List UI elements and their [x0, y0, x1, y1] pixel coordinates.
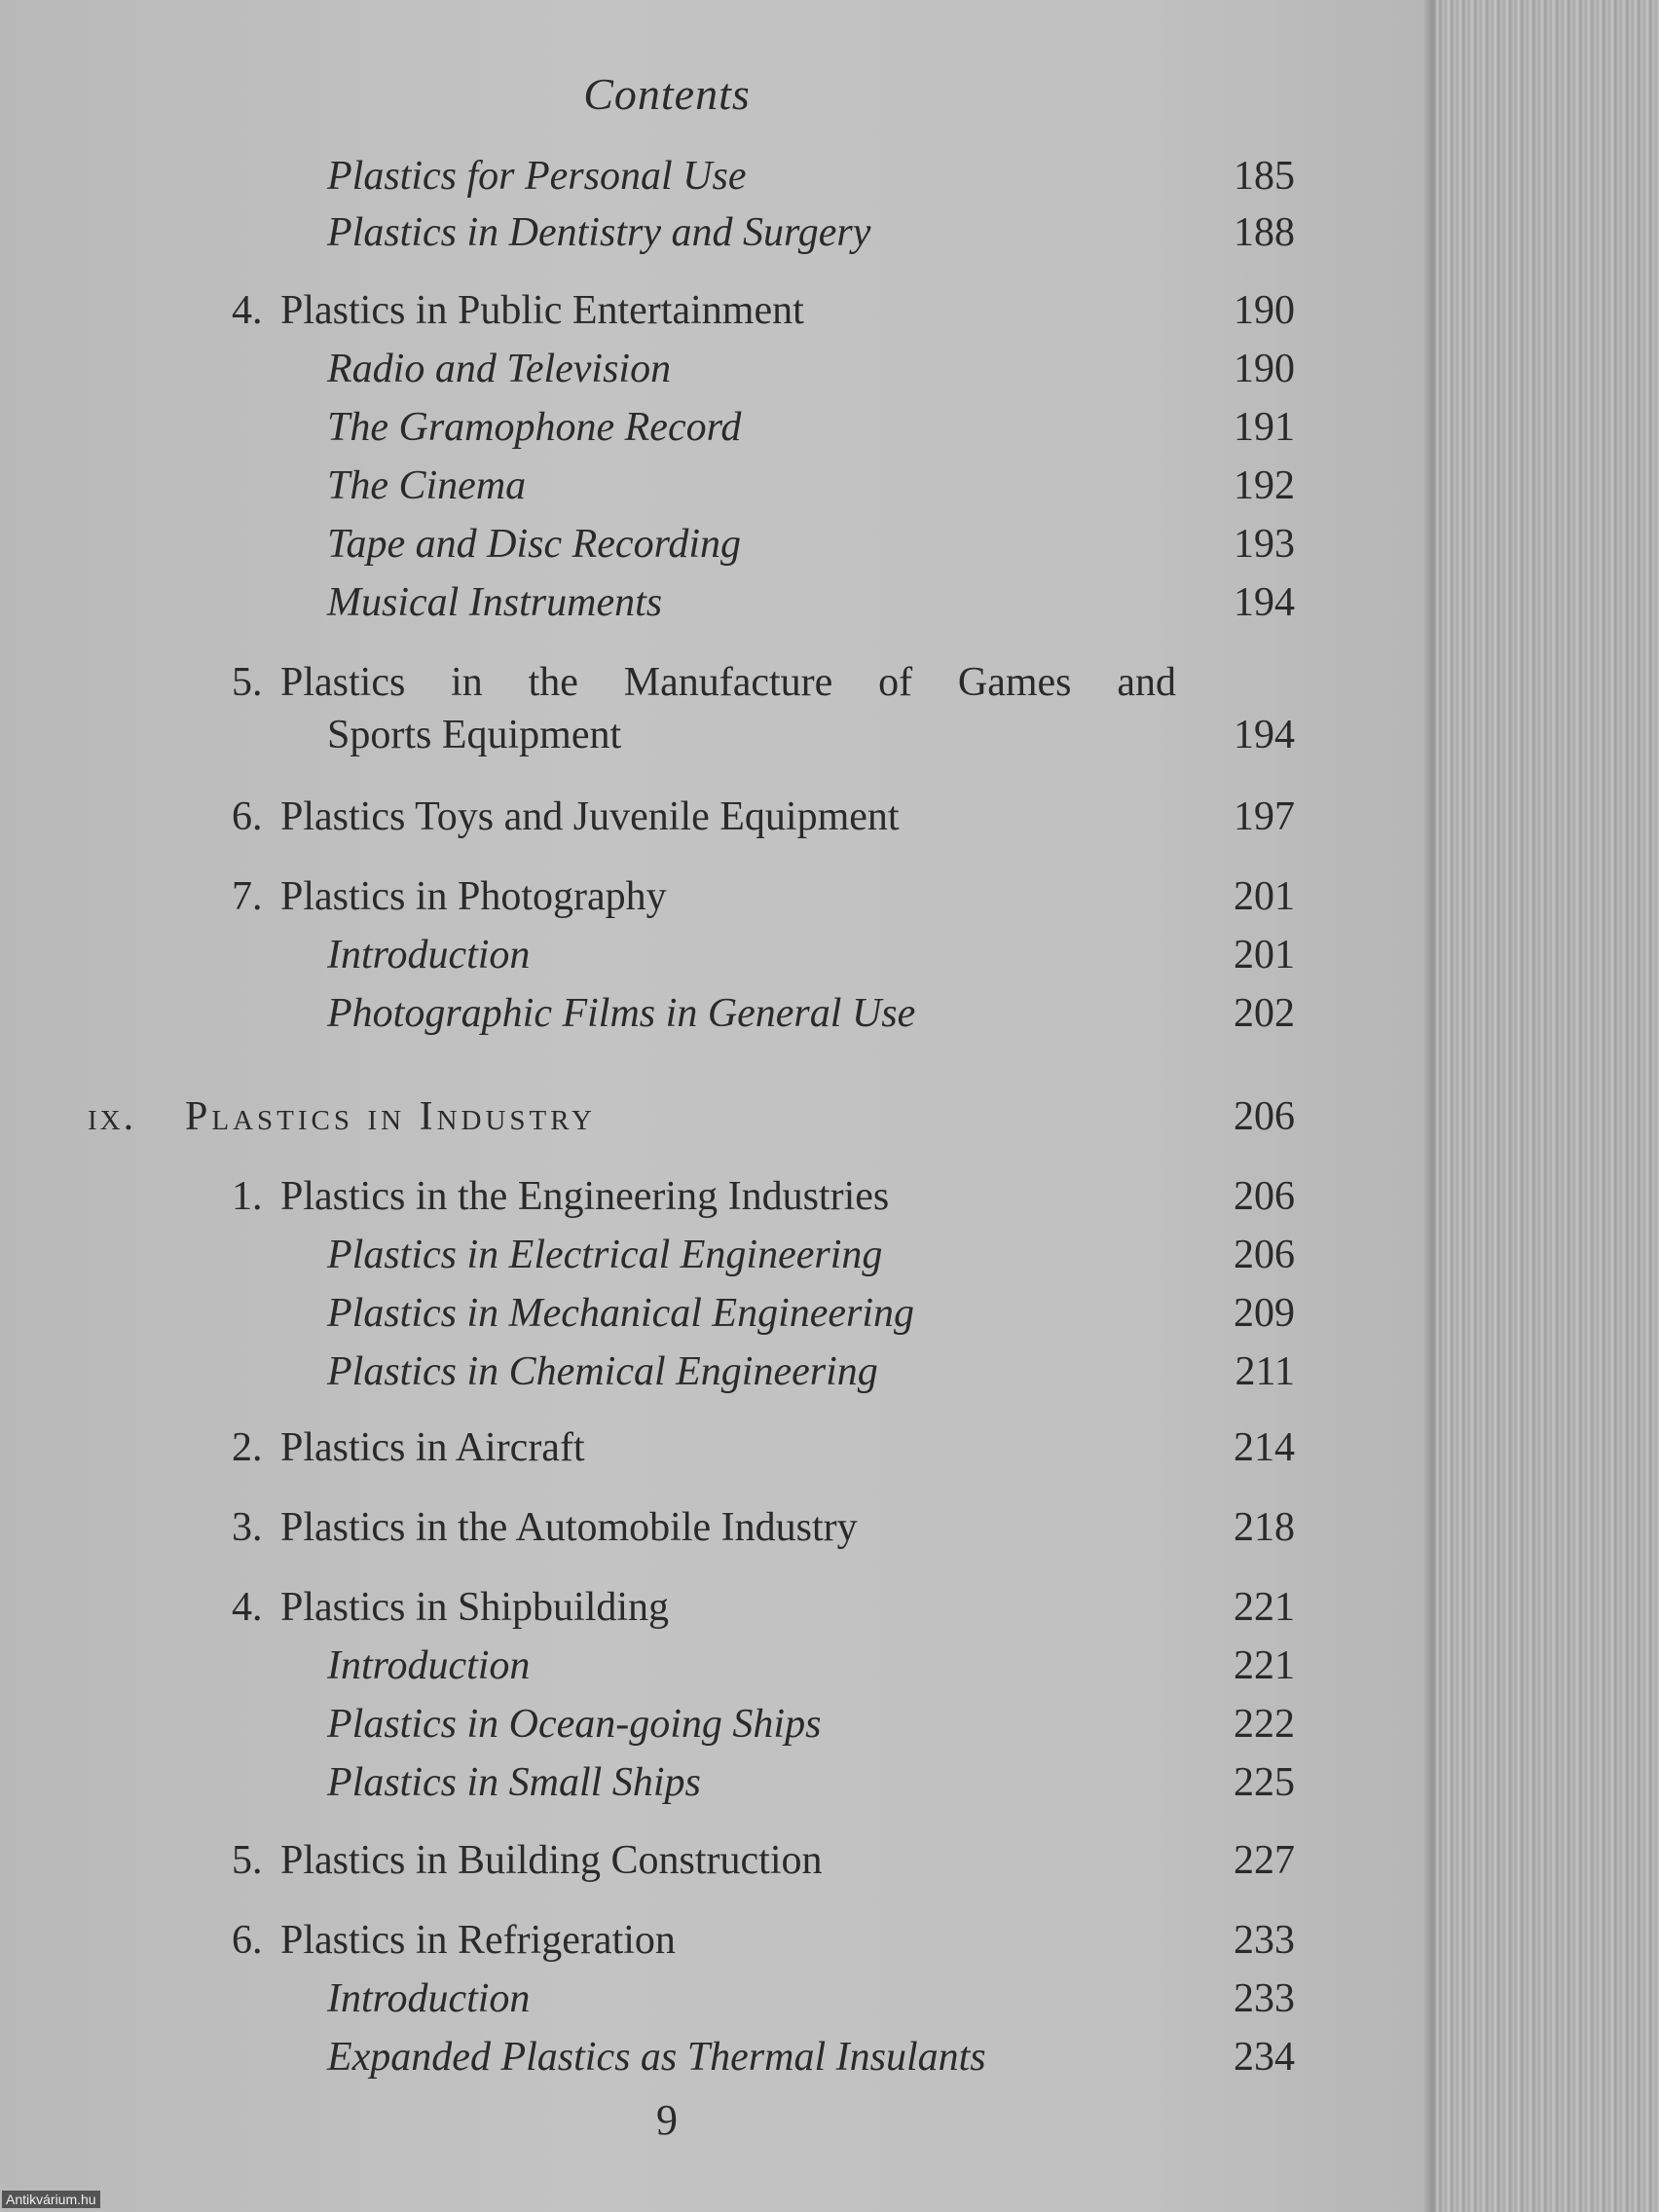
page-ref: 221: [1234, 1585, 1295, 1630]
page-number: 9: [656, 2096, 678, 2144]
section-title: Plastics in Shipbuilding: [280, 1585, 670, 1630]
subsection-title: Plastics for Personal Use: [327, 154, 747, 199]
section-number: 5.: [232, 660, 263, 705]
subsection-title: Introduction: [327, 933, 531, 977]
subsection-title: Plastics in Mechanical Engineering: [327, 1291, 915, 1336]
section-title-word: of: [878, 660, 913, 705]
page-ref: 190: [1234, 347, 1295, 391]
page-ref: 211: [1235, 1349, 1295, 1394]
page-ref: 194: [1234, 713, 1295, 757]
section-title-word: Manufacture: [623, 660, 833, 705]
page-ref: 191: [1234, 405, 1295, 450]
subsection-title: Plastics in Electrical Engineering: [327, 1233, 883, 1277]
section-title-line1: [280, 662, 1176, 703]
section-title: Plastics Toys and Juvenile Equipment: [280, 794, 900, 839]
toc-entry: [0, 290, 1363, 339]
page-ref: 201: [1234, 874, 1295, 919]
section-title-word: and: [1117, 660, 1176, 705]
section-title: Plastics in the Engineering Industries: [280, 1174, 890, 1219]
subsection-title: Introduction: [327, 1643, 531, 1688]
page-ref: 188: [1234, 210, 1295, 255]
page-ref: 192: [1234, 463, 1295, 508]
toc-entry: [0, 1096, 1363, 1145]
page-ref: 202: [1234, 991, 1295, 1036]
toc-entry: [0, 1645, 1363, 1694]
toc-entry: [0, 1704, 1363, 1752]
toc-entry: [0, 796, 1363, 845]
page-ref: 218: [1234, 1505, 1295, 1550]
toc-entry: [0, 212, 1363, 261]
toc-entry: [0, 407, 1363, 456]
subsection-title: Plastics in Ocean-going Ships: [327, 1702, 822, 1747]
section-number: 7.: [232, 874, 263, 919]
section-title-word: Games: [957, 660, 1072, 705]
toc-entry: [0, 1978, 1363, 2027]
section-number: 4.: [232, 288, 263, 333]
page-ref: 222: [1234, 1702, 1295, 1747]
toc-entry: [0, 1762, 1363, 1811]
subsection-title: Photographic Films in General Use: [327, 991, 916, 1036]
section-number: 1.: [232, 1174, 263, 1219]
toc-entry: [0, 993, 1363, 1042]
subsection-title: Plastics in Dentistry and Surgery: [327, 210, 871, 255]
running-head: Contents: [583, 69, 751, 119]
section-title: Plastics in Public Entertainment: [280, 288, 804, 333]
section-title-word: in: [451, 660, 483, 705]
toc-entry: [0, 1235, 1363, 1283]
toc-entry: [0, 582, 1363, 631]
section-number: 5.: [232, 1838, 263, 1883]
toc-entry: [0, 1176, 1363, 1225]
section-title: Plastics in the Automobile Industry: [280, 1505, 858, 1550]
toc-entry: [0, 1427, 1363, 1476]
page-ref: 209: [1234, 1291, 1295, 1336]
page-ref: 233: [1234, 1918, 1295, 1963]
toc-entry: [0, 156, 1363, 204]
page-edges: [1431, 0, 1659, 2212]
section-number: 6.: [232, 1918, 263, 1963]
section-number: 3.: [232, 1505, 263, 1550]
toc-entry: [0, 1587, 1363, 1636]
subsection-title: Introduction: [327, 1976, 531, 2021]
toc-entry: [0, 1920, 1363, 1969]
chapter-title: Plastics in Industry: [185, 1094, 596, 1139]
toc-entry: [0, 935, 1363, 983]
gutter-shadow: [1423, 0, 1437, 2212]
toc-entry: [0, 1351, 1363, 1400]
page-ref: 206: [1234, 1174, 1295, 1219]
subsection-title: Radio and Television: [327, 347, 672, 391]
page-ref: 214: [1234, 1425, 1295, 1470]
toc-entry: [0, 349, 1363, 397]
subsection-title: Expanded Plastics as Thermal Insulants: [327, 2035, 986, 2080]
page-ref: 185: [1234, 154, 1295, 199]
page-ref: 234: [1234, 2035, 1295, 2080]
toc-entry: [0, 1293, 1363, 1342]
section-number: 4.: [232, 1585, 263, 1630]
toc-entry: [0, 2037, 1363, 2085]
subsection-title: The Gramophone Record: [327, 405, 742, 450]
page-ref: 206: [1234, 1233, 1295, 1277]
chapter-number: ix.: [88, 1094, 137, 1139]
section-title-word: the: [528, 660, 578, 705]
page-ref: 194: [1234, 580, 1295, 625]
section-title-word: Plastics: [280, 660, 406, 705]
subsection-title: Tape and Disc Recording: [327, 522, 742, 567]
page-ref: 221: [1234, 1643, 1295, 1688]
toc-entry: [0, 1840, 1363, 1889]
toc-entry: [0, 662, 1363, 759]
section-title: Plastics in Photography: [280, 874, 667, 919]
watermark: Antikvárium.hu: [2, 2191, 100, 2208]
section-title: Plastics in Building Construction: [280, 1838, 823, 1883]
toc-entry: [0, 876, 1363, 925]
page-ref: 206: [1234, 1094, 1295, 1139]
subsection-title: The Cinema: [327, 463, 527, 508]
subsection-title: Plastics in Small Ships: [327, 1760, 701, 1805]
page-ref: 233: [1234, 1976, 1295, 2021]
toc-entry: [0, 465, 1363, 514]
page-ref: 225: [1234, 1760, 1295, 1805]
subsection-title: Musical Instruments: [327, 580, 663, 625]
page-ref: 201: [1234, 933, 1295, 977]
subsection-title: Plastics in Chemical Engineering: [327, 1349, 878, 1394]
section-number: 6.: [232, 794, 263, 839]
page-ref: 190: [1234, 288, 1295, 333]
section-title: Plastics in Aircraft: [280, 1425, 585, 1470]
toc-entry: [0, 524, 1363, 572]
page-ref: 193: [1234, 522, 1295, 567]
page-ref: 197: [1234, 794, 1295, 839]
section-title: Plastics in Refrigeration: [280, 1918, 676, 1963]
section-title-continuation: Sports Equipment: [327, 713, 622, 757]
section-number: 2.: [232, 1425, 263, 1470]
toc-entry: [0, 1507, 1363, 1556]
page-ref: 227: [1234, 1838, 1295, 1883]
